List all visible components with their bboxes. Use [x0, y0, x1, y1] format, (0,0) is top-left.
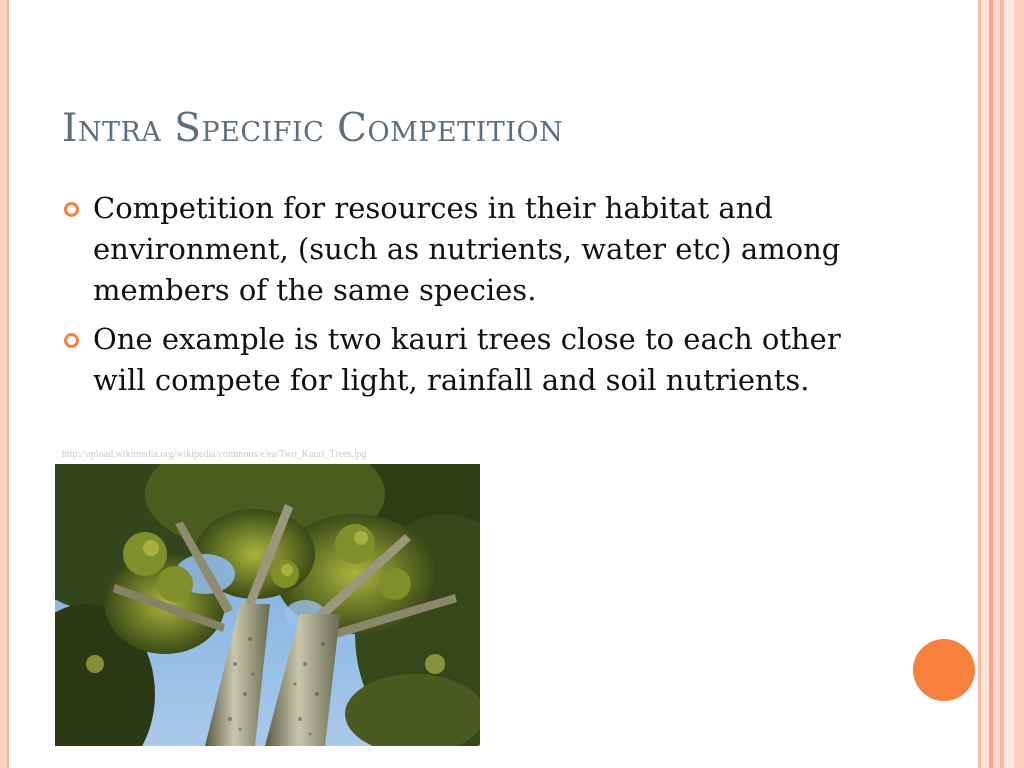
bullet-text: One example is two kauri trees close to each other will compete for light, rainfall and soil nutrients.	[93, 322, 841, 397]
bullet-item	[62, 188, 842, 311]
bullet-list	[62, 188, 842, 409]
orange-circle-decoration	[913, 639, 975, 701]
kauri-trees-photo	[55, 464, 480, 746]
image-source-url: http://upload.wikimedia.org/wikipedia/commons/e/ea/Two_Kauri_Trees.jpg	[62, 449, 367, 460]
bullet-text: Competition for resources in their habitat and environment, (such as nutrients, water etc) among members of the same species.	[93, 191, 841, 307]
left-border-stripe	[0, 0, 9, 768]
circle-bullet-icon	[64, 333, 79, 348]
bullet-item	[62, 319, 842, 401]
right-border-stripes	[978, 0, 1024, 768]
circle-bullet-icon	[64, 202, 79, 217]
slide-title: Intra Specific Competition	[62, 106, 564, 151]
